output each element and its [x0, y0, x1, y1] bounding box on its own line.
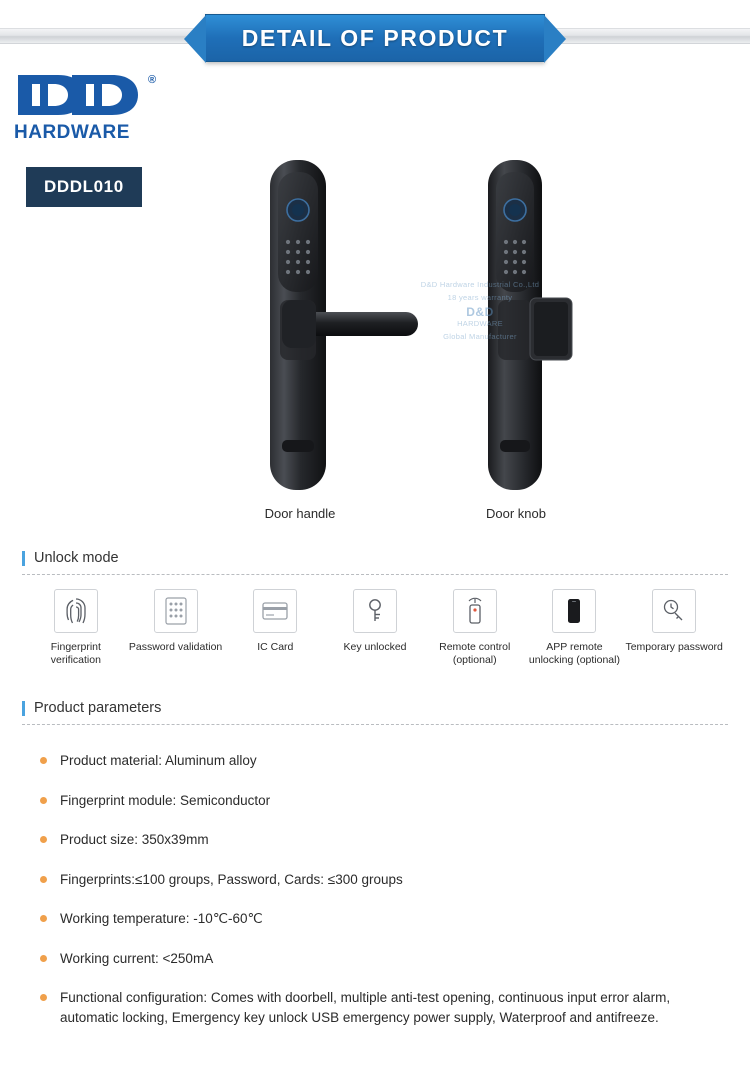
list-item: [22, 988, 728, 1027]
parameter-text: Product size: 350x39mm: [60, 832, 209, 848]
parameter-text: Product material: Aluminum alloy: [60, 753, 257, 768]
dd-monogram-icon: [14, 72, 146, 118]
logo-mark: [14, 72, 157, 118]
unlock-mode-password: [126, 589, 226, 654]
registered-mark: ®: [148, 74, 157, 86]
unlock-mode-label: IC Card: [257, 641, 294, 653]
watermark-line3: Global Manufacturer: [443, 332, 517, 341]
unlock-mode-label: Fingerprint verification: [50, 641, 101, 667]
section-tick: [22, 701, 25, 716]
list-item: [22, 949, 728, 969]
watermark: [390, 280, 570, 390]
parameter-text: Working current: <250mA: [60, 950, 214, 966]
watermark-line2: 18 years warranty: [447, 293, 513, 302]
unlock-mode-temporary-password: [624, 589, 724, 654]
unlock-mode-ic-card: [225, 589, 325, 654]
product-images: [230, 150, 660, 540]
temporary-password-icon: [652, 589, 696, 633]
parameter-list: [22, 751, 728, 1028]
unlock-mode-key: [325, 589, 425, 654]
key-icon: [353, 589, 397, 633]
divider: [22, 574, 728, 575]
fingerprint-icon: [54, 589, 98, 633]
bullet-icon: [40, 955, 47, 962]
parameter-text: Fingerprint module: Semiconductor: [60, 792, 271, 808]
remote-control-icon: [453, 589, 497, 633]
page-title: DETAIL OF PRODUCT: [241, 24, 509, 51]
unlock-mode-fingerprint: [26, 589, 126, 667]
watermark-line1: D&D Hardware Industrial Co.,Ltd: [420, 280, 540, 289]
unlock-mode-label: Temporary password: [625, 641, 723, 653]
section-tick: [22, 551, 25, 566]
unlock-mode-remote-control: [425, 589, 525, 667]
unlock-mode-app: [525, 589, 625, 667]
unlock-mode-section: [22, 550, 728, 667]
unlock-section-title: Unlock mode: [34, 550, 119, 566]
list-item: [22, 870, 728, 890]
unlock-mode-label: APP remote unlocking (optional): [528, 641, 620, 667]
bullet-icon: [40, 836, 47, 843]
mobile-app-icon: [552, 589, 596, 633]
model-badge: DDDL010: [26, 167, 142, 207]
bullet-icon: [40, 876, 47, 883]
parameter-text: Functional configuration: Comes with doorbell, multiple anti-test opening, continuous input error alarm, automatic locking, Emergency key unlock USB emergency power supply, Waterproof and antifreeze.: [60, 990, 671, 1025]
list-item: [22, 751, 728, 771]
caption-door-handle: Door handle: [264, 506, 336, 521]
watermark-brand-sub: HARDWARE: [457, 319, 503, 328]
unlock-mode-label: Password validation: [128, 641, 223, 653]
unlock-mode-label: Key unlocked: [343, 641, 407, 653]
brand-logo: [14, 72, 184, 154]
params-section-title: Product parameters: [34, 700, 162, 716]
keypad-icon: [154, 589, 198, 633]
bullet-icon: [40, 757, 47, 764]
list-item: [22, 791, 728, 811]
product-parameters-section: [22, 700, 728, 1048]
ic-card-icon: [253, 589, 297, 633]
unlock-mode-list: [22, 589, 728, 667]
list-item: [22, 830, 728, 850]
caption-door-knob: Door knob: [486, 506, 546, 521]
list-item: [22, 909, 728, 929]
parameter-text: Working temperature: -10℃-60℃: [60, 911, 263, 927]
brand-wordmark: HARDWARE: [14, 122, 130, 143]
divider: [22, 724, 728, 725]
banner-center: [205, 14, 545, 62]
watermark-brand: D&D: [466, 305, 494, 319]
parameter-text: Fingerprints:≤100 groups, Password, Cards: ≤300 groups: [60, 871, 403, 887]
header-banner: [0, 14, 750, 62]
bullet-icon: [40, 797, 47, 804]
bullet-icon: [40, 915, 47, 922]
unlock-mode-label: Remote control (optional): [439, 641, 511, 667]
bullet-icon: [40, 994, 47, 1001]
